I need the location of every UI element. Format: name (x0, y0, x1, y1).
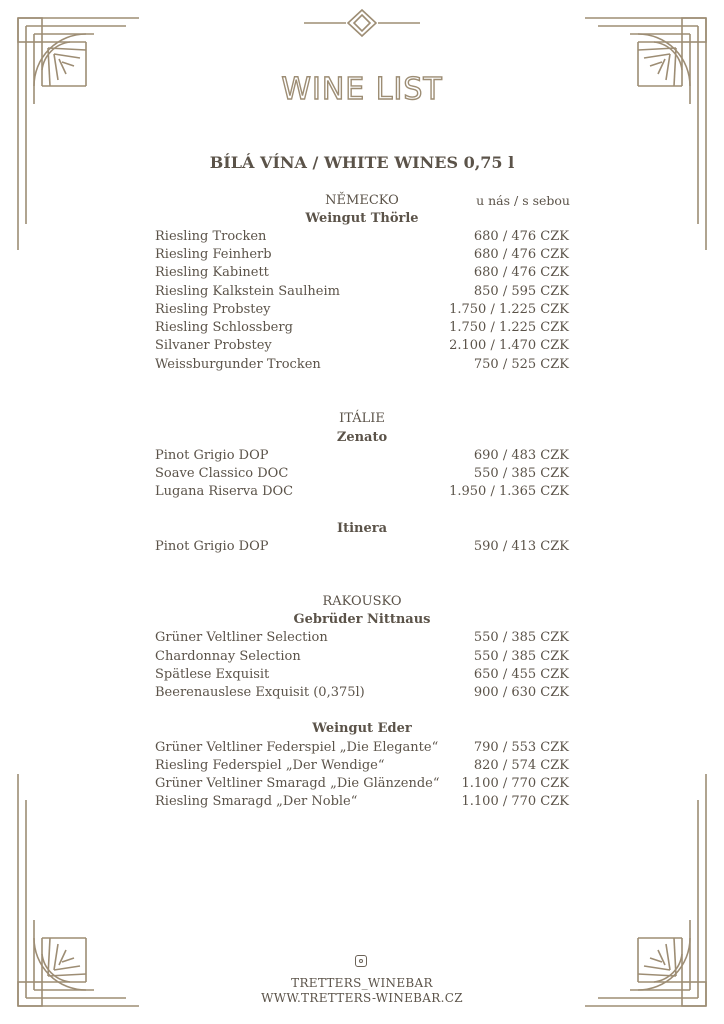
producer-label: Zenato (336, 430, 388, 445)
wine-row (155, 302, 569, 318)
wine-price: 550 / 385 CZK (473, 649, 569, 664)
wine-row (155, 758, 569, 774)
wine-name: Soave Classico DOC (155, 466, 289, 481)
wine-row (155, 794, 569, 810)
wine-price: 550 / 385 CZK (473, 466, 569, 481)
wine-row (155, 448, 569, 464)
wine-price: 680 / 476 CZK (473, 229, 569, 244)
wine-row (155, 484, 569, 500)
wine-price: 1.950 / 1.365 CZK (449, 484, 569, 499)
wine-name: Riesling Federspiel „Der Wendige“ (155, 758, 385, 773)
price-column-header: u nás / s sebou (476, 193, 570, 208)
wine-row (155, 630, 569, 646)
wine-price: 680 / 476 CZK (473, 247, 569, 262)
wine-row (155, 265, 569, 281)
wine-price: 790 / 553 CZK (473, 740, 569, 755)
wine-row (155, 776, 569, 792)
wine-price: 680 / 476 CZK (473, 265, 569, 280)
wine-price: 1.750 / 1.225 CZK (449, 302, 569, 317)
wine-name: Silvaner Probstey (155, 338, 272, 353)
wine-price: 820 / 574 CZK (473, 758, 569, 773)
wine-name: Riesling Probstey (155, 302, 271, 317)
website-link[interactable]: WWW.TRETTERS-WINEBAR.CZ (261, 991, 463, 1005)
wine-price: 1.100 / 770 CZK (461, 794, 569, 809)
producer-label: Weingut Thörle (305, 211, 419, 226)
wine-price: 550 / 385 CZK (473, 630, 569, 645)
corner-ornament-bottom-left (14, 770, 144, 1010)
wine-row (155, 740, 569, 756)
wine-row (155, 229, 569, 245)
producer-label: Itinera (336, 521, 388, 536)
wine-name: Spätlese Exquisit (155, 667, 270, 682)
wine-name: Riesling Kalkstein Saulheim (155, 284, 340, 299)
wine-price: 1.100 / 770 CZK (461, 776, 569, 791)
wine-row (155, 338, 569, 354)
wine-price: 2.100 / 1.470 CZK (449, 338, 569, 353)
wine-price: 690 / 483 CZK (473, 448, 569, 463)
wine-price: 750 / 525 CZK (473, 357, 569, 372)
wine-row (155, 649, 569, 665)
wine-name: Grüner Veltliner Federspiel „Die Elegante“ (155, 740, 439, 755)
wine-name: Pinot Grigio DOP (155, 539, 269, 554)
wine-row (155, 539, 569, 555)
wine-name: Riesling Kabinett (155, 265, 269, 280)
wine-price: 590 / 413 CZK (473, 539, 569, 554)
wine-name: Riesling Smaragd „Der Noble“ (155, 794, 358, 809)
wine-name: Pinot Grigio DOP (155, 448, 269, 463)
wine-row (155, 284, 569, 300)
country-label-austria: RAKOUSKO (322, 594, 402, 609)
wine-price: 900 / 630 CZK (473, 685, 569, 700)
wine-name: Lugana Riserva DOC (155, 484, 294, 499)
diamond-ornament-top (302, 8, 422, 40)
wine-row (155, 685, 569, 701)
wine-name: Grüner Veltliner Smaragd „Die Glänzende“ (155, 776, 440, 791)
wine-row (155, 357, 569, 373)
producer-label: Gebrüder Nittnaus (293, 612, 431, 627)
wine-name: Riesling Schlossberg (155, 320, 293, 335)
section-heading: BÍLÁ VÍNA / WHITE WINES 0,75 l (209, 153, 515, 172)
instagram-handle[interactable]: TRETTERS_WINEBAR (291, 976, 433, 990)
instagram-icon[interactable] (355, 955, 367, 967)
wine-row (155, 247, 569, 263)
wine-row (155, 320, 569, 336)
wine-name: Weissburgunder Trocken (155, 357, 321, 372)
wine-name: Riesling Feinherb (155, 247, 272, 262)
wine-name: Grüner Veltliner Selection (155, 630, 328, 645)
country-label-italy: ITÁLIE (339, 411, 385, 426)
wine-name: Chardonnay Selection (155, 649, 301, 664)
wine-name: Beerenauslese Exquisit (0,375l) (155, 685, 365, 700)
wine-price: 850 / 595 CZK (473, 284, 569, 299)
page-title: WINE LIST (281, 72, 443, 107)
wine-price: 650 / 455 CZK (473, 667, 569, 682)
wine-name: Riesling Trocken (155, 229, 267, 244)
wine-row (155, 466, 569, 482)
country-label-germany: NĚMECKO (325, 193, 399, 208)
producer-label: Weingut Eder (312, 721, 412, 736)
corner-ornament-bottom-right (580, 770, 710, 1010)
wine-price: 1.750 / 1.225 CZK (449, 320, 569, 335)
wine-row (155, 667, 569, 683)
